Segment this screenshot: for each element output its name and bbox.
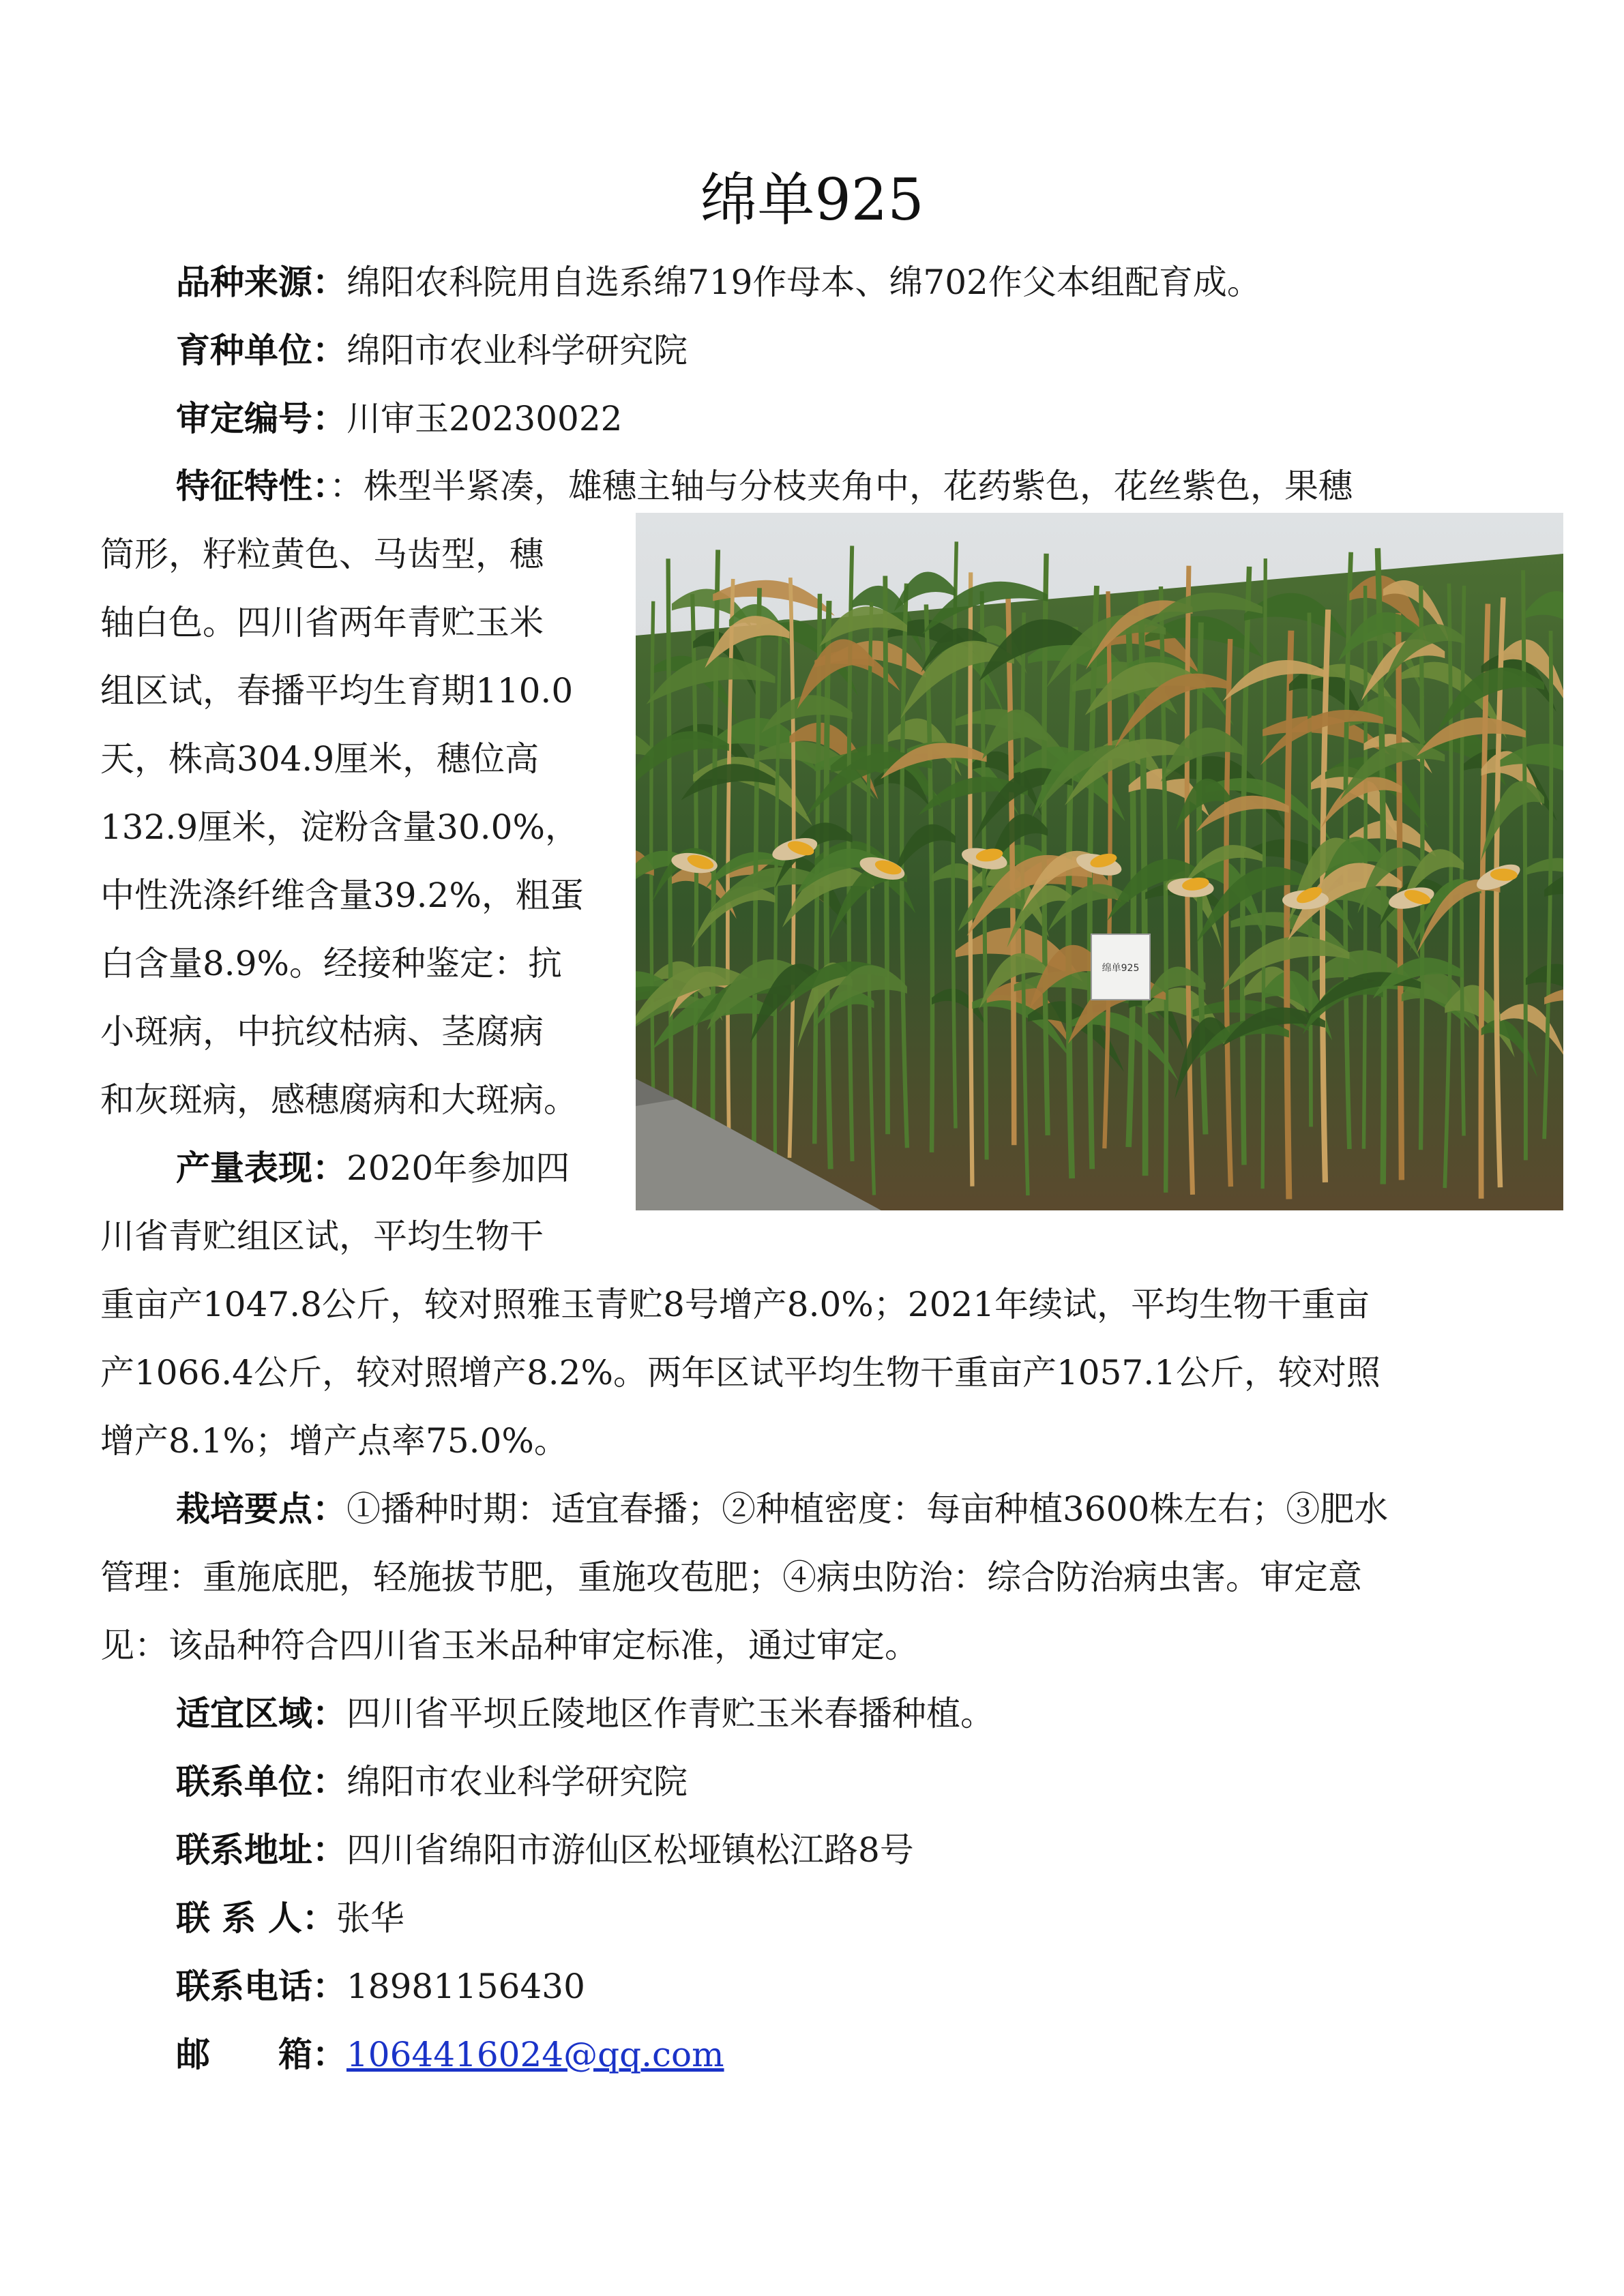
source-label: 品种来源：	[176, 263, 346, 302]
yield-text: 增产8.1%；增产点率75.0%。	[100, 1421, 568, 1461]
cultivation-row	[176, 1489, 1388, 1530]
contact-address-row	[176, 1830, 914, 1870]
document-title: 绵单925	[700, 166, 924, 233]
traits-text: 筒形，籽粒黄色、马齿型，穗	[100, 535, 544, 574]
contact-address-label: 联系地址：	[176, 1830, 346, 1870]
traits-text: 轴白色。四川省两年青贮玉米	[100, 603, 544, 642]
traits-text: ：株型半紧凑，雄穗主轴与分枝夹角中，花药紫色，花丝紫色，果穗	[329, 466, 1353, 506]
cultivation-text: 见：该品种符合四川省玉米品种审定标准，通过审定。	[100, 1626, 919, 1665]
contact-address-value: 四川省绵阳市游仙区松垭镇松江路8号	[346, 1830, 914, 1870]
yield-text: 川省青贮组区试，平均生物干	[100, 1217, 544, 1256]
traits-text: 组区试，春播平均生育期110.0	[100, 671, 574, 711]
region-row	[176, 1693, 994, 1734]
traits-label: 特征特性：	[176, 466, 329, 506]
contact-person-label: 联 系 人：	[176, 1898, 336, 1938]
yield-text: 产1066.4公斤，较对照增产8.2%。两年区试平均生物干重亩产1057.1公斤，较对照	[100, 1353, 1381, 1392]
traits-text: 白含量8.9%。经接种鉴定：抗	[100, 944, 563, 983]
contact-unit-value: 绵阳市农业科学研究院	[346, 1762, 688, 1802]
contact-phone-row	[176, 1966, 585, 2007]
contact-phone-value: 18981156430	[346, 1967, 585, 2006]
region-label: 适宜区域：	[176, 1694, 346, 1733]
contact-email-label: 邮 箱：	[176, 2035, 346, 2074]
approval-value: 川审玉20230022	[346, 399, 623, 438]
traits-row	[176, 466, 1353, 507]
corn-field-photo	[636, 513, 1563, 1210]
sign-label: 绵单925	[1102, 963, 1140, 974]
contact-unit-row	[176, 1761, 688, 1802]
source-row	[176, 262, 1261, 303]
breeder-label: 育种单位：	[176, 331, 346, 370]
approval-row	[176, 398, 623, 439]
contact-phone-label: 联系电话：	[176, 1967, 346, 2006]
traits-text: 132.9厘米，淀粉含量30.0%，	[100, 807, 579, 847]
cultivation-text: 管理：重施底肥，轻施拔节肥，重施攻苞肥；④病虫防治：综合防治病虫害。审定意	[100, 1557, 1362, 1597]
traits-text: 天，株高304.9厘米，穗位高	[100, 739, 540, 779]
traits-text: 中性洗涤纤维含量39.2%，粗蛋	[100, 876, 584, 915]
contact-person-row	[176, 1898, 404, 1939]
contact-email-row	[176, 2034, 724, 2075]
yield-label: 产量表现：	[176, 1148, 346, 1188]
yield-row	[176, 1148, 570, 1189]
region-value: 四川省平坝丘陵地区作青贮玉米春播种植。	[346, 1694, 994, 1733]
breeder-row	[176, 330, 688, 371]
contact-unit-label: 联系单位：	[176, 1762, 346, 1802]
approval-label: 审定编号：	[176, 399, 346, 438]
source-value: 绵阳农科院用自选系绵719作母本、绵702作父本组配育成。	[346, 263, 1261, 302]
traits-text: 小斑病，中抗纹枯病、茎腐病	[100, 1012, 544, 1052]
breeder-value: 绵阳市农业科学研究院	[346, 331, 688, 370]
traits-text: 和灰斑病，感穗腐病和大斑病。	[100, 1080, 578, 1120]
yield-text: 重亩产1047.8公斤，较对照雅玉青贮8号增产8.0%；2021年续试，平均生物干重亩	[100, 1285, 1370, 1324]
cultivation-label: 栽培要点：	[176, 1489, 346, 1529]
contact-email-link[interactable]: 1064416024@qq.com	[346, 2035, 724, 2074]
cultivation-text: ①播种时期：适宜春播；②种植密度：每亩种植3600株左右；③肥水	[346, 1489, 1389, 1529]
variety-sign	[1091, 934, 1150, 1000]
contact-person-value: 张华	[336, 1898, 404, 1938]
yield-text: 2020年参加四	[346, 1148, 570, 1188]
